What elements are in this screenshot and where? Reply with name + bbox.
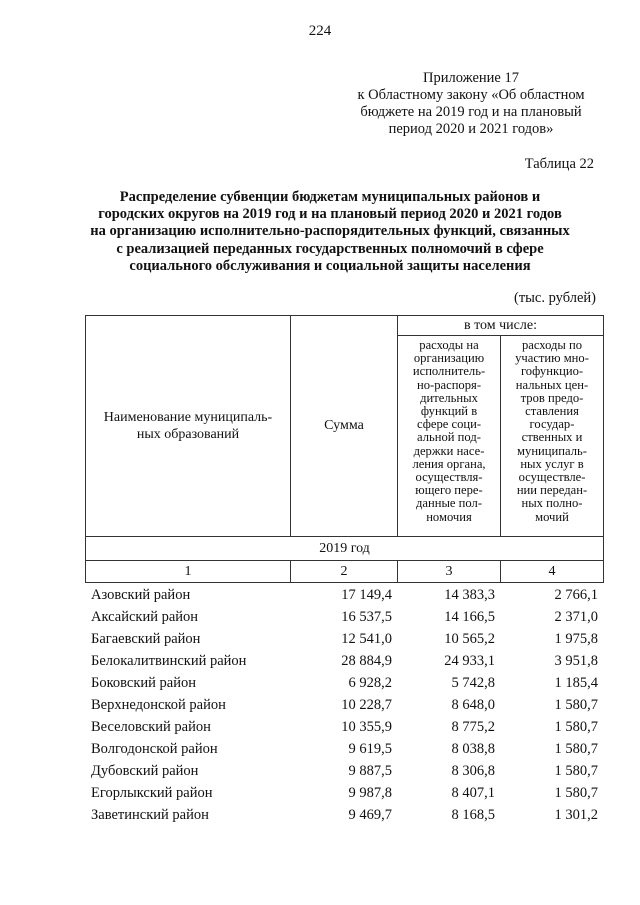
header-col3-line: функций в — [420, 404, 478, 419]
row-sum: 17 149,4 — [341, 586, 392, 603]
row-sum: 12 541,0 — [341, 630, 392, 647]
row-col3: 24 933,1 — [444, 652, 495, 669]
header-name-column — [86, 316, 291, 537]
row-sum: 9 619,5 — [348, 740, 392, 757]
header-col4-line: нальных цен- — [515, 377, 589, 392]
table-row — [85, 606, 603, 628]
header-column-4 — [501, 336, 604, 537]
row-col4: 1 580,7 — [554, 718, 598, 735]
row-col3: 8 306,8 — [451, 762, 495, 779]
header-col3-line: держки насе- — [413, 443, 485, 458]
header-col3-line: данные пол- — [415, 496, 483, 511]
header-col4-line: муниципаль- — [517, 443, 587, 458]
header-sum-column: Сумма — [291, 316, 398, 537]
column-number: 1 — [86, 561, 291, 583]
header-col3-line: исполнитель- — [412, 364, 486, 379]
table-row — [85, 738, 603, 760]
table-header — [85, 315, 604, 583]
row-name: Заветинский район — [91, 806, 209, 823]
row-name: Дубовский район — [91, 762, 199, 779]
row-col3: 10 565,2 — [444, 630, 495, 647]
row-col4: 1 975,8 — [554, 630, 598, 647]
title-line: на организацию исполнительно-распорядительных функций, связанных — [90, 223, 570, 240]
table-label: Таблица 22 — [524, 156, 594, 172]
row-col4: 1 580,7 — [554, 784, 598, 801]
appendix-line: период 2020 и 2021 годов» — [388, 121, 554, 137]
header-col4-line: нии передан- — [516, 483, 588, 498]
column-number: 2 — [291, 561, 398, 583]
header-col4-line: ных услуг в — [520, 456, 584, 471]
row-name: Егорлыкский район — [91, 784, 213, 801]
row-col4: 3 951,8 — [554, 652, 598, 669]
row-name: Волгодонской район — [91, 740, 218, 757]
units-note: (тыс. рублей) — [514, 290, 596, 306]
row-sum: 10 228,7 — [341, 696, 392, 713]
header-col4-line: ных полно- — [521, 496, 583, 511]
table-row — [85, 584, 603, 606]
column-number: 3 — [398, 561, 501, 583]
row-col3: 5 742,8 — [451, 674, 495, 691]
header-col4-line: мочий — [535, 509, 569, 524]
header-column-3 — [398, 336, 501, 537]
row-col4: 1 580,7 — [554, 696, 598, 713]
header-col3-line: ления органа, — [412, 456, 486, 471]
header-col3-line: расходы на — [419, 338, 479, 352]
row-sum: 10 355,9 — [341, 718, 392, 735]
table-row — [85, 672, 603, 694]
header-col4-line: расходы по — [521, 338, 583, 352]
header-name-line: ных образований — [136, 427, 240, 442]
appendix-line: бюджете на 2019 год и на плановый — [360, 104, 582, 120]
row-col4: 1 185,4 — [554, 674, 598, 691]
title-line: социального обслуживания и социальной защиты населения — [129, 257, 531, 274]
header-col3-line: но-распоря- — [416, 377, 482, 392]
row-col3: 8 407,1 — [451, 784, 495, 801]
header-col3-line: организацию — [413, 351, 485, 366]
header-col3-line: дительных — [420, 390, 478, 405]
row-name: Аксайский район — [91, 608, 199, 625]
header-col4-line: гофункцио- — [520, 364, 584, 379]
row-sum: 9 987,8 — [348, 784, 392, 801]
header-including: в том числе: — [398, 316, 604, 336]
row-col4: 1 580,7 — [554, 762, 598, 779]
header-col4-line: ставления — [525, 404, 579, 419]
table-row — [85, 760, 603, 782]
row-col3: 14 383,3 — [444, 586, 495, 603]
row-name: Белокалитвинский район — [91, 652, 247, 669]
table-row — [85, 650, 603, 672]
row-sum: 9 887,5 — [348, 762, 392, 779]
table-row — [85, 804, 603, 826]
row-name: Багаевский район — [91, 630, 201, 647]
appendix-line: к Областному закону «Об областном — [357, 87, 585, 103]
row-sum: 16 537,5 — [341, 608, 392, 625]
row-col3: 14 166,5 — [444, 608, 495, 625]
table-row — [85, 628, 603, 650]
header-col3-line: альной под- — [417, 430, 481, 445]
row-sum: 9 469,7 — [348, 806, 392, 823]
row-col4: 1 580,7 — [554, 740, 598, 757]
column-number: 4 — [501, 561, 604, 583]
header-col3-line: ющего пере- — [415, 483, 483, 498]
header-col4-line: участию мно- — [515, 351, 589, 366]
row-name: Верхнедонской район — [91, 696, 226, 713]
year-row: 2019 год — [86, 537, 604, 561]
row-name: Азовский район — [91, 586, 191, 603]
row-col4: 1 301,2 — [554, 806, 598, 823]
page-number: 224 — [308, 23, 332, 39]
row-col3: 8 775,2 — [451, 718, 495, 735]
title-line: с реализацией переданных государственных полномочий в сфере — [116, 240, 544, 257]
header-col4-line: ственных и — [521, 430, 583, 445]
appendix-reference — [340, 70, 602, 138]
row-col3: 8 168,5 — [451, 806, 495, 823]
title-line: городских округов на 2019 год и на плановый период 2020 и 2021 годов — [98, 206, 562, 223]
title-line: Распределение субвенции бюджетам муниципальных районов и — [119, 189, 541, 205]
appendix-line: Приложение 17 — [423, 70, 519, 86]
header-col3-line: номочия — [426, 509, 472, 524]
row-col4: 2 766,1 — [554, 586, 598, 603]
header-col4-line: осуществле- — [518, 470, 586, 485]
header-col4-line: тров предо- — [520, 390, 584, 405]
document-title — [60, 189, 600, 275]
row-sum: 6 928,2 — [348, 674, 392, 691]
table-row — [85, 694, 603, 716]
header-col3-line: сфере соци- — [416, 417, 482, 432]
header-col4-line: государ- — [529, 417, 575, 432]
row-col4: 2 371,0 — [554, 608, 598, 625]
table-row — [85, 782, 603, 804]
table-row — [85, 716, 603, 738]
header-col3-line: осуществля- — [415, 470, 483, 485]
row-name: Веселовский район — [91, 718, 211, 735]
data-table — [85, 584, 603, 826]
row-name: Боковский район — [91, 674, 196, 691]
row-col3: 8 648,0 — [451, 696, 495, 713]
row-sum: 28 884,9 — [341, 652, 392, 669]
header-name-line: Наименование муниципаль- — [103, 410, 273, 425]
row-col3: 8 038,8 — [451, 740, 495, 757]
